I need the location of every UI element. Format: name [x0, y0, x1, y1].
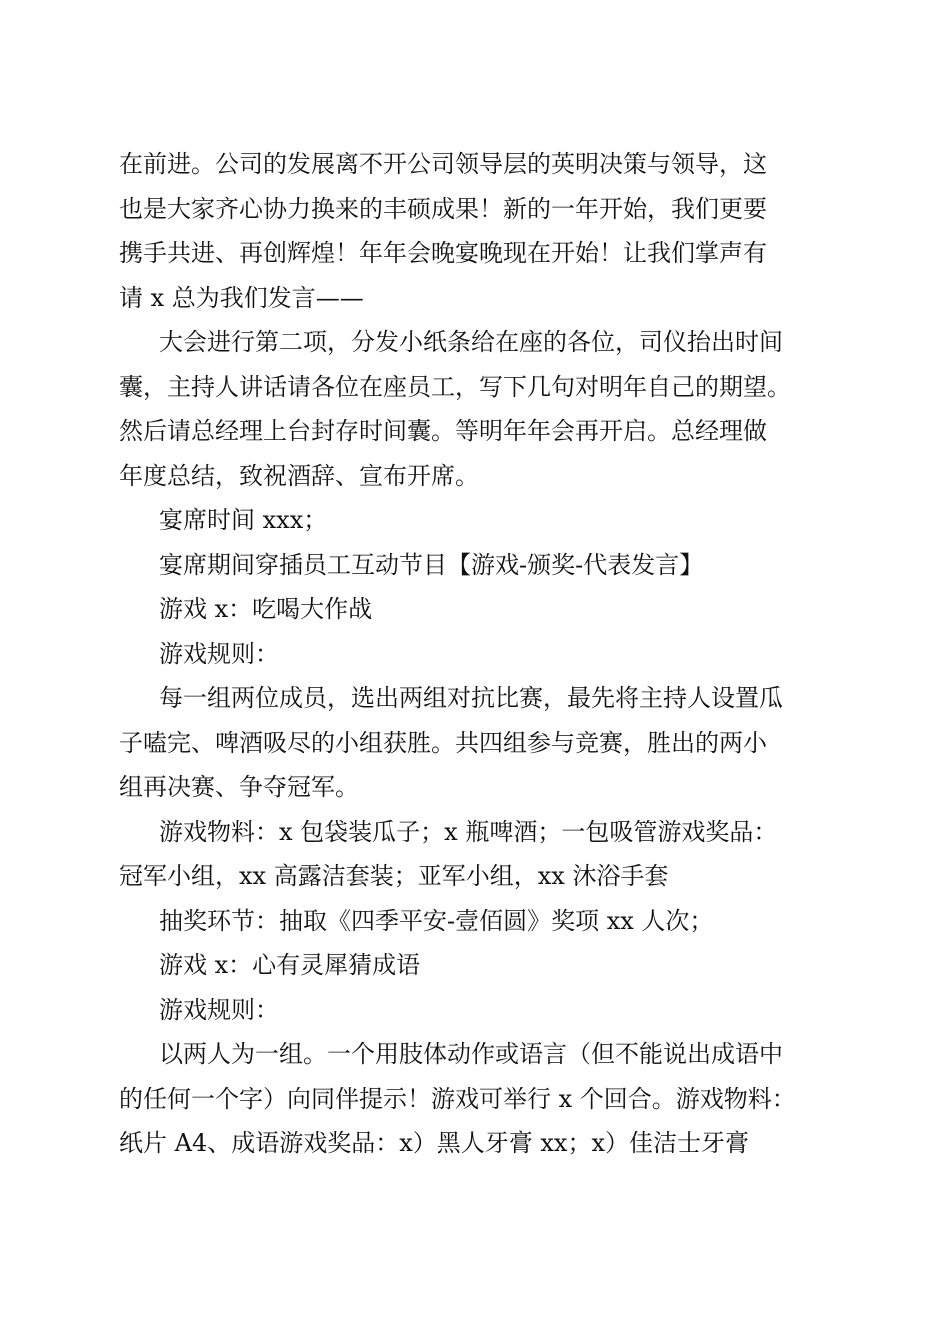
text-line: 在前进。公司的发展离不开公司领导层的英明决策与领导，这 [119, 150, 767, 178]
paragraph [119, 587, 839, 632]
text-line: 囊，主持人讲话请各位在座员工，写下几句对明年自己的期望。 [119, 372, 791, 401]
paragraph [119, 543, 839, 588]
text-line: 游戏 x：心有灵犀猜成语 [159, 951, 421, 979]
paragraph [119, 810, 839, 899]
paragraph [119, 988, 839, 1033]
text-line: 游戏 x：吃喝大作战 [159, 595, 373, 623]
paragraph [119, 632, 839, 677]
paragraph [119, 320, 839, 498]
paragraph [119, 943, 839, 988]
text-line: 大会进行第二项，分发小纸条给在座的各位，司仪抬出时间 [159, 328, 783, 356]
text-line: 抽奖环节：抽取《四季平安-壹佰圆》奖项 xx 人次； [159, 906, 714, 935]
paragraph [119, 498, 839, 543]
paragraph [119, 142, 839, 320]
text-line: 每一组两位成员，选出两组对抗比赛，最先将主持人设置瓜 [159, 684, 783, 712]
text-line: 请 x 总为我们发言—— [119, 283, 364, 312]
text-line: 冠军小组，xx 高露洁套装；亚军小组，xx 沐浴手套 [119, 862, 669, 890]
text-line: 然后请总经理上台封存时间囊。等明年年会再开启。总经理做 [119, 417, 767, 445]
paragraph [119, 1032, 839, 1166]
text-line: 也是大家齐心协力换来的丰硕成果！新的一年开始，我们更要 [119, 194, 767, 223]
text-line: 游戏物料：x 包袋装瓜子；x 瓶啤酒；一包吸管游戏奖品： [159, 817, 778, 846]
paragraph [119, 676, 839, 810]
text-line: 组再决赛、争夺冠军。 [119, 773, 359, 801]
text-line: 年度总结，致祝酒辞、宣布开席。 [119, 461, 479, 490]
text-line: 纸片 A4、成语游戏奖品：x）黑人牙膏 xx；x）佳洁士牙膏 [119, 1129, 749, 1157]
text-line: 以两人为一组。一个用肢体动作或语言（但不能说出成语中 [159, 1040, 783, 1068]
text-line: 携手共进、再创辉煌！年年会晚宴晚现在开始！让我们掌声有 [119, 239, 767, 267]
text-line: 的任何一个字）向同伴提示！游戏可举行 x 个回合。游戏物料： [119, 1084, 796, 1113]
text-line: 子嗑完、啤酒吸尽的小组获胜。共四组参与竞赛，胜出的两小 [119, 728, 767, 757]
text-line: 游戏规则： [159, 995, 279, 1024]
text-line: 游戏规则： [159, 639, 279, 668]
document-body [119, 142, 839, 1166]
paragraph [119, 899, 839, 944]
text-line: 宴席时间 xxx； [159, 506, 328, 534]
text-line: 宴席期间穿插员工互动节目【游戏-颁奖-代表发言】 [159, 550, 704, 579]
